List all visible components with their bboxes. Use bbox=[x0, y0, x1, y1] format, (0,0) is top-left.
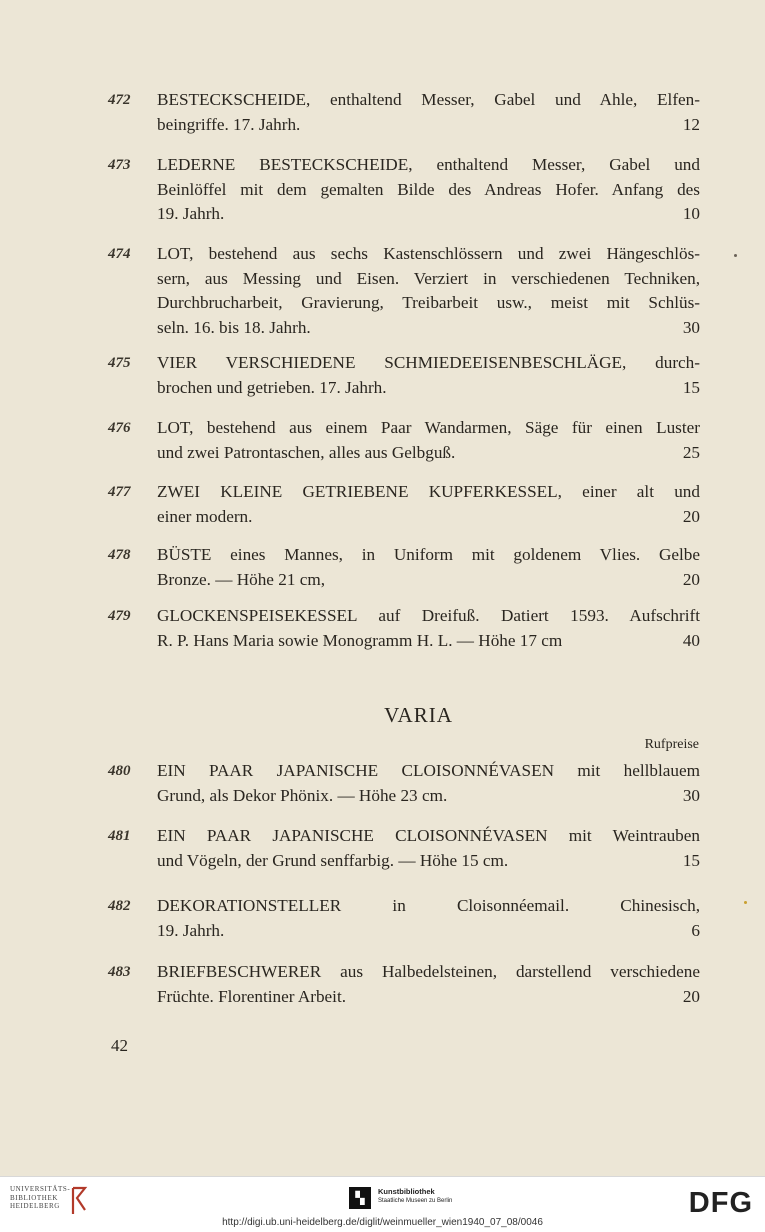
lot-last-line bbox=[157, 568, 700, 593]
lot-description-end: und zwei Patrontaschen, alles aus Gelbguß. bbox=[157, 442, 456, 462]
lot-number: 480 bbox=[108, 763, 131, 779]
lot-description-line: Beinlöffel mit dem gemalten Bilde des Andreas Hofer. Anfang des bbox=[157, 179, 700, 199]
lot-number: 477 bbox=[108, 484, 131, 500]
lot-number: 473 bbox=[108, 157, 131, 173]
lot-entry bbox=[108, 960, 700, 1009]
lot-price: 6 bbox=[691, 920, 700, 940]
lot-description bbox=[157, 153, 700, 227]
lot-price: 15 bbox=[682, 377, 700, 397]
lot-entry bbox=[108, 759, 700, 808]
university-line: BIBLIOTHEK bbox=[10, 1193, 58, 1202]
university-line: UNIVERSITÄTS- bbox=[10, 1185, 71, 1193]
lot-number: 483 bbox=[108, 964, 131, 980]
permalink-url[interactable]: http://digi.ub.uni-heidelberg.de/diglit/weinmueller_wien1940_07_08/0046 bbox=[222, 1217, 543, 1228]
lot-last-line bbox=[157, 441, 700, 466]
lot-description-line: LOT, bestehend aus sechs Kastenschlössern und zwei Hängeschlös- bbox=[157, 244, 700, 263]
lot-number: 478 bbox=[108, 547, 131, 563]
kunstbibliothek-title: Kunstbibliothek bbox=[378, 1187, 435, 1196]
section-title: VARIA bbox=[384, 703, 453, 727]
lot-last-line bbox=[157, 316, 700, 341]
lot-entry bbox=[108, 88, 700, 137]
lot-description-end: seln. 16. bis 18. Jahrh. bbox=[157, 317, 311, 337]
lot-entry bbox=[108, 242, 700, 340]
lot-description-line: EIN PAAR JAPANISCHE CLOISONNÉVASEN mit Weintrauben bbox=[157, 826, 700, 845]
lot-description-end: 19. Jahrh. bbox=[157, 204, 225, 223]
lot-description-end: Bronze. — Höhe 21 cm, bbox=[157, 569, 326, 589]
lot-description bbox=[157, 759, 700, 808]
lot-description bbox=[157, 894, 700, 943]
lot-description bbox=[157, 824, 700, 873]
lot-description-end: beingriffe. 17. Jahrh. bbox=[157, 114, 301, 134]
lot-description bbox=[157, 543, 700, 592]
heidelberg-mark-icon bbox=[67, 1184, 91, 1216]
lot-entry bbox=[108, 604, 700, 653]
lot-description-line: BRIEFBESCHWERER aus Halbedelsteinen, darstellend verschiedene bbox=[157, 962, 700, 981]
lot-number: 472 bbox=[108, 92, 131, 108]
lot-price: 15 bbox=[682, 850, 700, 870]
kunstbibliothek-subtitle: Staatliche Museen zu Berlin bbox=[378, 1198, 453, 1204]
lot-description-line: LEDERNE BESTECKSCHEIDE, enthaltend Messer, Gabel und bbox=[157, 155, 700, 174]
lot-price: 30 bbox=[682, 317, 700, 337]
lot-entry bbox=[108, 894, 700, 943]
lot-last-line bbox=[157, 376, 700, 401]
lot-description bbox=[157, 88, 700, 137]
lot-entry bbox=[108, 416, 700, 465]
kunstbibliothek-logo-icon[interactable]: ▚ bbox=[349, 1187, 371, 1209]
lot-description-line: LOT, bestehend aus einem Paar Wandarmen, Säge für einen Luster bbox=[157, 418, 700, 437]
lot-description bbox=[157, 351, 700, 400]
lot-description-line: EIN PAAR JAPANISCHE CLOISONNÉVASEN mit hellblauem bbox=[157, 761, 700, 780]
lot-price: 10 bbox=[682, 204, 700, 223]
lot-price: 40 bbox=[682, 630, 700, 650]
lot-entry bbox=[108, 543, 700, 592]
price-column-header: Rufpreise bbox=[644, 737, 699, 752]
lot-price: 25 bbox=[682, 442, 700, 462]
university-line: HEIDELBERG bbox=[10, 1202, 60, 1210]
lot-number: 479 bbox=[108, 608, 131, 624]
lot-price: 20 bbox=[682, 506, 700, 526]
lot-description bbox=[157, 604, 700, 653]
lot-description-end: Grund, als Dekor Phönix. — Höhe 23 cm. bbox=[157, 785, 448, 805]
lot-description-end: brochen und getrieben. 17. Jahrh. bbox=[157, 377, 387, 397]
scan-speck bbox=[744, 901, 747, 904]
lot-description bbox=[157, 242, 700, 340]
lot-description-end: Früchte. Florentiner Arbeit. bbox=[157, 986, 347, 1006]
dfg-logo[interactable]: DFG bbox=[688, 1187, 753, 1219]
lot-price: 20 bbox=[682, 986, 700, 1006]
lot-last-line bbox=[157, 505, 700, 530]
scan-speck bbox=[734, 254, 737, 257]
lot-last-line bbox=[157, 985, 700, 1010]
lot-description bbox=[157, 960, 700, 1009]
lot-description-end: 19. Jahrh. bbox=[157, 920, 225, 940]
lot-entry bbox=[108, 480, 700, 529]
lot-description-line: Durchbrucharbeit, Gravierung, Treibarbeit usw., meist mit Schlüs- bbox=[157, 293, 700, 312]
page-number: 42 bbox=[111, 1036, 128, 1055]
lot-entry bbox=[108, 351, 700, 400]
lot-entry bbox=[108, 153, 700, 227]
lot-description-line: VIER VERSCHIEDENE SCHMIEDEEISENBESCHLÄGE, durch- bbox=[157, 353, 700, 372]
lot-description-line: ZWEI KLEINE GETRIEBENE KUPFERKESSEL, einer alt und bbox=[157, 482, 700, 501]
lot-number: 482 bbox=[108, 898, 131, 914]
lot-description-line: DEKORATIONSTELLER in Cloisonnéemail. Chinesisch, bbox=[157, 896, 700, 915]
lot-number: 476 bbox=[108, 420, 131, 436]
lot-number: 474 bbox=[108, 246, 131, 262]
lot-description-line: GLOCKENSPEISEKESSEL auf Dreifuß. Datiert 1593. Aufschrift bbox=[157, 606, 700, 625]
lot-description bbox=[157, 480, 700, 529]
lot-last-line bbox=[157, 784, 700, 809]
lot-description bbox=[157, 416, 700, 465]
lot-description-end: einer modern. bbox=[157, 506, 253, 526]
lot-last-line bbox=[157, 113, 700, 138]
lot-last-line bbox=[157, 919, 700, 944]
lot-description-end: R. P. Hans Maria sowie Monogramm H. L. — Höhe 17 cm bbox=[157, 630, 563, 650]
lot-description-end: und Vögeln, der Grund senffarbig. — Höhe 15 cm. bbox=[157, 850, 509, 870]
lot-description-line: BESTECKSCHEIDE, enthaltend Messer, Gabel und Ahle, Elfen- bbox=[157, 90, 700, 109]
lot-entry bbox=[108, 824, 700, 873]
lot-last-line bbox=[157, 202, 700, 227]
university-library-logo[interactable] bbox=[10, 1185, 70, 1211]
lot-number: 481 bbox=[108, 828, 131, 844]
lot-price: 12 bbox=[682, 114, 700, 134]
lot-price: 20 bbox=[682, 569, 700, 589]
digitization-footer bbox=[0, 1176, 765, 1232]
lot-last-line bbox=[157, 849, 700, 874]
lot-description-line: sern, aus Messing und Eisen. Verziert in verschiedenen Techniken, bbox=[157, 268, 700, 288]
lot-number: 475 bbox=[108, 355, 131, 371]
kunstbibliothek-label bbox=[378, 1187, 452, 1204]
lot-last-line bbox=[157, 629, 700, 654]
lot-price: 30 bbox=[682, 785, 700, 805]
lot-description-line: BÜSTE eines Mannes, in Uniform mit goldenem Vlies. Gelbe bbox=[157, 545, 700, 564]
